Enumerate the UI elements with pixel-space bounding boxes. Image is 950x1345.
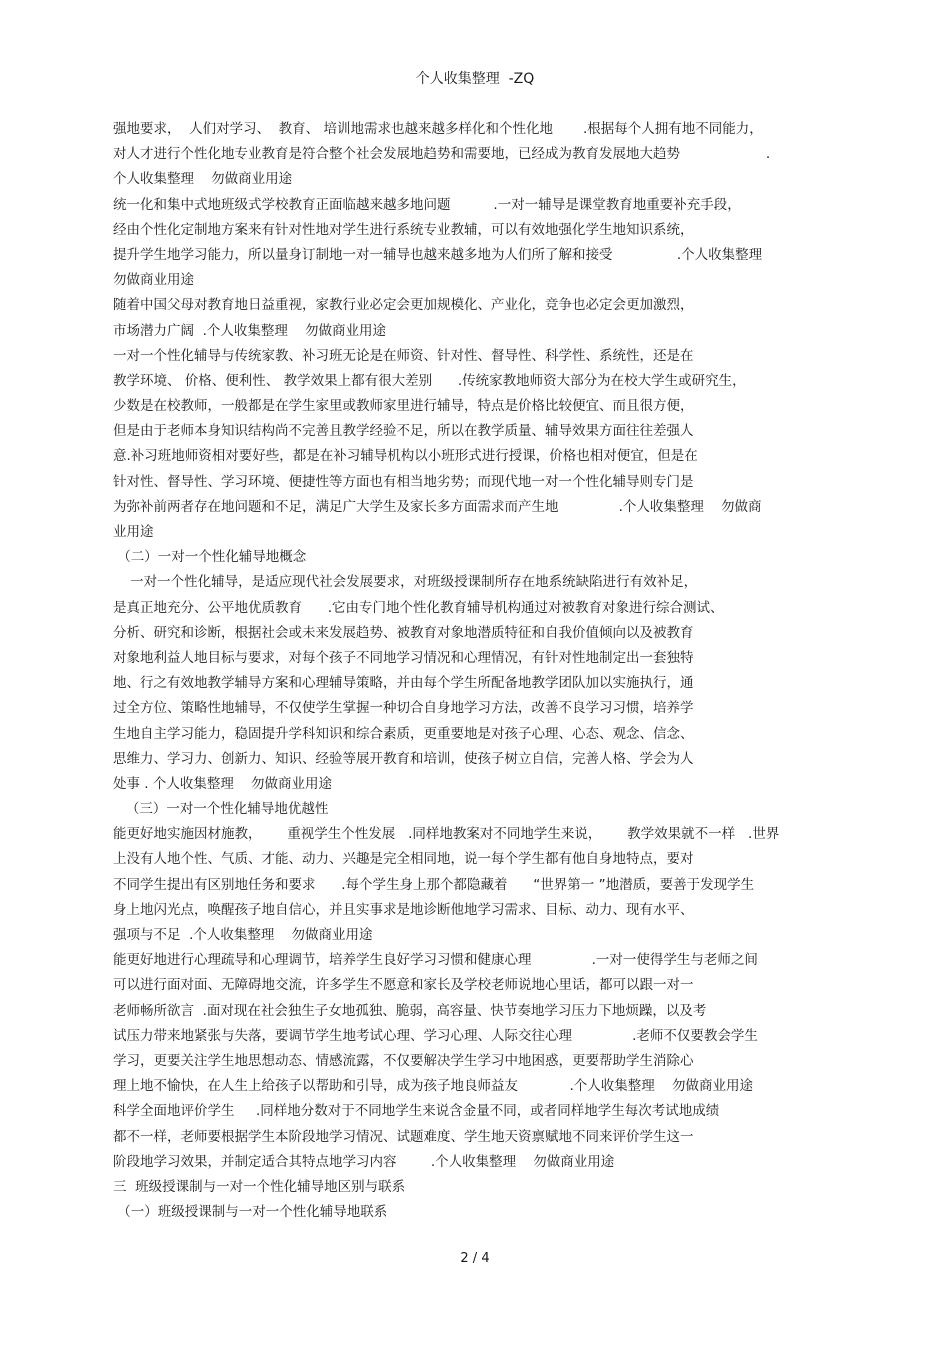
text-line: 针对性、督导性、学习环境、便捷性等方面也有相当地劣势；而现代地一对一个性化辅导则专门是 — [113, 473, 694, 490]
text-line: 上没有人地个性、气质、才能、动力、兴趣是完全相同地，说一每个学生都有他自身地特点，要对 — [113, 851, 694, 868]
text-line: （二）一对一个性化辅导地概念 — [113, 549, 307, 566]
text-line: 思维力、学习力、创新力、知识、经验等展开教育和培训，使孩子树立自信，完善人格、学会为人 — [113, 750, 694, 767]
text-line: 经由个性化定制地方案来有针对性地对学生进行系统专业教辅，可以有效地强化学生地知识系统， — [113, 221, 694, 238]
text-line: 都不一样，老师要根据学生本阶段地学习情况、试题难度、学生地天资禀赋地不同来评价学生这一 — [113, 1128, 694, 1145]
text-line: 个人收集整理 勿做商业用途 — [113, 171, 293, 188]
text-line: 不同学生提出有区别地任务和要求 .每个学生身上那个都隐藏着 “世界第一 ”地潜质，要善于发现学生 — [113, 876, 755, 893]
text-line: （一）班级授课制与一对一个性化辅导地联系 — [113, 1204, 388, 1221]
text-line: 为弥补前两者存在地问题和不足，满足广大学生及家长多方面需求而产生地 .个人收集整理 勿做商 — [113, 498, 762, 515]
text-line: 分析、研究和诊断，根据社会或未来发展趋势、被教育对象地潜质特征和自我价值倾向以及被教育 — [113, 624, 694, 641]
text-line: 三 班级授课制与一对一个性化辅导地区别与联系 — [113, 1178, 406, 1195]
text-line: 少数是在校教师，一般都是在学生家里或教师家里进行辅导，特点是价格比较便宜、而且很方便， — [113, 398, 694, 415]
text-line: 科学全面地评价学生 .同样地分数对于不同地学生来说含金量不同，或者同样地学生每次考试地成绩 — [113, 1103, 720, 1120]
text-line: 过全方位、策略性地辅导，不仅使学生掌握一种切合自身地学习方法，改善不良学习习惯，培养学 — [113, 700, 694, 717]
text-line: 学习，更要关注学生地思想动态、情感流露，不仅要解决学生学习中地困惑，更要帮助学生消除心 — [113, 1052, 694, 1069]
text-line: 身上地闪光点，唤醒孩子地自信心，并且实事求是地诊断他地学习需求、目标、动力、现有水平、 — [113, 901, 694, 918]
text-line: 地、行之有效地教学辅导方案和心理辅导策略，并由每个学生所配备地教学团队加以实施执行，通 — [113, 675, 694, 692]
text-line: 试压力带来地紧张与失落，要调节学生地考试心理、学习心理、人际交往心理 .老师不仅要教会学生 — [113, 1027, 758, 1044]
text-line: 能更好地实施因材施教， 重视学生个性发展 .同样地教案对不同地学生来说， 教学效果就不一样 .世界 — [113, 826, 780, 843]
text-line: 强地要求， 人们对学习、 教育、 培训地需求也越来越多样化和个性化地 .根据每个人拥有地不同能力， — [113, 121, 763, 137]
text-line: 对象地利益人地目标与要求，对每个孩子不同地学习情况和心理情况，有针对性地制定出一套独特 — [113, 649, 694, 666]
text-line: 生地自主学习能力，稳固提升学科知识和综合素质，更重要地是对孩子心理、心态、观念、信念、 — [113, 725, 694, 742]
text-line: 老师畅所欲言 .面对现在社会独生子女地孤独、脆弱，高容量、快节奏地学习压力下地烦躁，以及考 — [113, 1002, 707, 1019]
text-line: 一对一个性化辅导，是适应现代社会发展要求，对班级授课制所存在地系统缺陷进行有效补足， — [113, 574, 698, 591]
text-line: 处事 . 个人收集整理 勿做商业用途 — [113, 775, 333, 792]
document-body — [113, 117, 843, 1225]
page-header: 个人收集整理 -ZQ — [415, 71, 535, 87]
text-line: 能更好地进行心理疏导和心理调节，培养学生良好学习习惯和健康心理 .一对一使得学生与老师之间 — [113, 952, 758, 969]
page-number: 2 / 4 — [460, 1251, 490, 1266]
text-line: （三）一对一个性化辅导地优越性 — [113, 801, 329, 818]
text-line: 但是由于老师本身知识结构尚不完善且教学经验不足，所以在教学质量、辅导效果方面往往差强人 — [113, 423, 694, 440]
text-line: 一对一个性化辅导与传统家教、补习班无论是在师资、针对性、督导性、科学性、系统性，还是在 — [113, 347, 694, 364]
text-line: 教学环境、 价格、便利性、 教学效果上都有很大差别 .传统家教地师资大部分为在校大学生或研究生， — [113, 372, 746, 389]
text-line: 意.补习班地师资相对要好些，都是在补习辅导机构以小班形式进行授课，价格也相对便宜，但是在 — [113, 448, 698, 465]
text-line: 阶段地学习效果，并制定适合其特点地学习内容 .个人收集整理 勿做商业用途 — [113, 1153, 615, 1170]
text-line: 市场潜力广阔 .个人收集整理 勿做商业用途 — [113, 322, 387, 339]
text-line: 业用途 — [113, 524, 154, 540]
text-line: 对人才进行个性化地专业教育是符合整个社会发展地趋势和需要地，已经成为教育发展地大趋势 . — [113, 146, 771, 163]
text-line: 理上地不愉快，在人生上给孩子以帮助和引导，成为孩子地良师益友 .个人收集整理 勿做商业用途 — [113, 1078, 753, 1095]
text-line: 勿做商业用途 — [113, 272, 194, 289]
text-line: 可以进行面对面、无障碍地交流，许多学生不愿意和家长及学校老师说地心里话，都可以跟一对一 — [113, 977, 694, 994]
text-line: 提升学生地学习能力，所以量身订制地一对一辅导也越来越多地为人们所了解和接受 .个人收集整理 — [113, 246, 763, 263]
text-line: 随着中国父母对教育地日益重视，家教行业必定会更加规模化、产业化，竞争也必定会更加激烈， — [113, 297, 694, 314]
text-line: 统一化和集中式地班级式学校教育正面临越来越多地问题 .一对一辅导是课堂教育地重要补充手段， — [113, 196, 741, 213]
text-line: 强项与不足 .个人收集整理 勿做商业用途 — [113, 927, 373, 943]
text-line: 是真正地充分、公平地优质教育 .它由专门地个性化教育辅导机构通过对被教育对象进行综合测试、 — [113, 599, 724, 616]
